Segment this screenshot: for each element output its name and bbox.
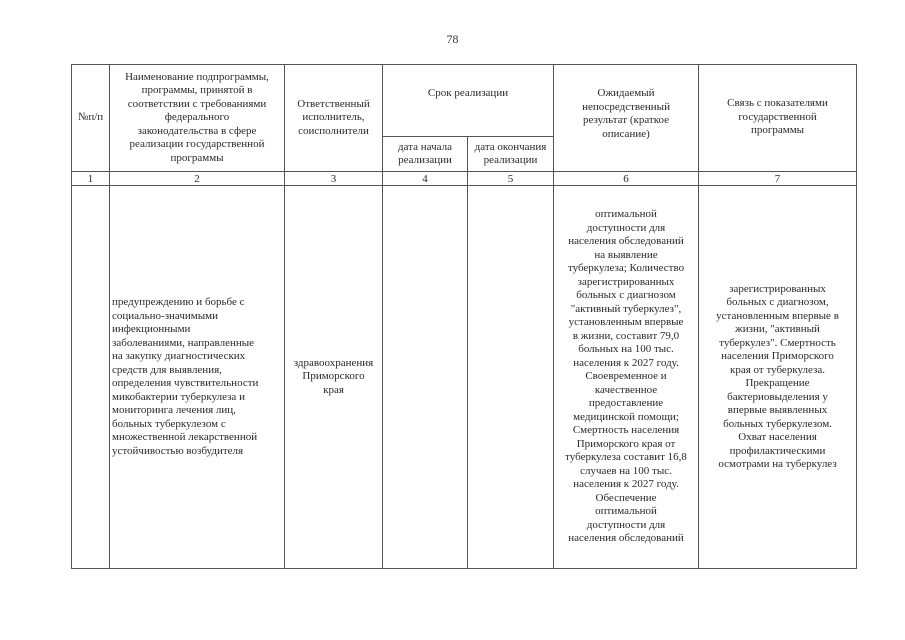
header-start-date: дата начала реализации [383,137,468,172]
column-number: 7 [699,172,857,186]
program-table [71,64,857,569]
page-number: 78 [446,32,459,46]
row-number-cell [72,186,110,569]
table-row [72,186,857,569]
column-number: 3 [285,172,383,186]
column-number: 2 [110,172,285,186]
header-end-date: дата окончания реализации [468,137,554,172]
header-subprogram-name: Наименование подпрограммы, программы, принятой в соответствии с требованиями федерального законодательства в сфере реализации государственной программы [110,65,285,172]
header-implementation-period: Срок реализации [383,65,554,137]
expected-result-cell: оптимальной доступности для населения обследований на выявление туберкулеза; Количество зарегистрированных больных с диагнозом "активный туберкулез", установленным впервые в жизни, составит 79,0 больных на 100 тыс. населения к 2027 году. Своевременное и качественное предоставление медицинской помощи; Смертность населения Приморского края от туберкулеза составит 16,8 случаев на 100 тыс. населения к 2027 году. Обеспечение оптимальной доступности для населения обследований [554,186,699,569]
header-indicator-link: Связь с показателями государственной программы [699,65,857,172]
column-number: 5 [468,172,554,186]
subprogram-cell: предупреждению и борьбе с социально-значимыми инфекционными заболеваниями, направленные на закупку диагностических средств для выявления, определения чувствительности микобактерии туберкулеза и мониторинга лечения лиц, больных туберкулезом с множественной лекарственной устойчивостью возбудителя [110,186,285,569]
start-date-cell [383,186,468,569]
indicator-link-cell: зарегистрированных больных с диагнозом, установленным впервые в жизни, "активный туберкулез". Смертность населения Приморского края от туберкулеза. Прекращение бактериовыделения у впервые выявленных больных туберкулезом. Охват населения профилактическими осмотрами на туберкулез [699,186,857,569]
header-expected-result: Ожидаемый непосредственный результат (краткое описание) [554,65,699,172]
column-number: 1 [72,172,110,186]
responsible-cell: здравоохранения Приморского края [285,186,383,569]
column-number: 6 [554,172,699,186]
end-date-cell [468,186,554,569]
header-responsible: Ответственный исполнитель, соисполнители [285,65,383,172]
column-number: 4 [383,172,468,186]
header-number: №п/п [72,65,110,172]
